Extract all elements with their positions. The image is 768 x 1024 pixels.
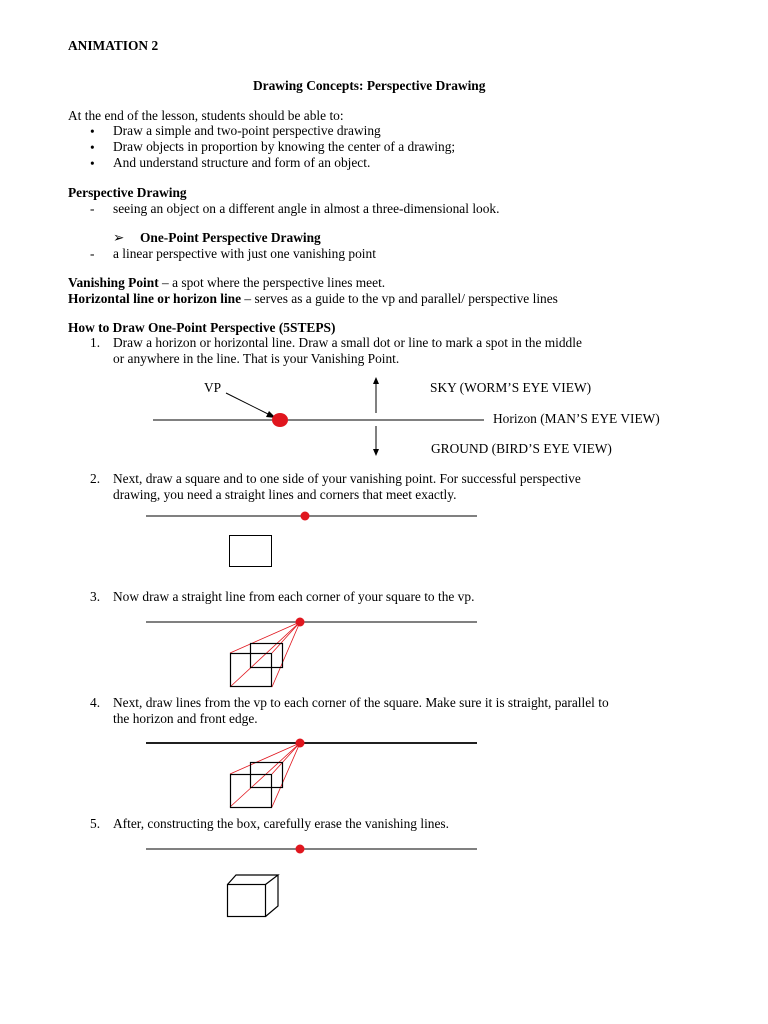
dash-marker: - — [90, 201, 95, 216]
step-number: 2. — [90, 471, 101, 486]
ground-label: GROUND (BIRD’S EYE VIEW) — [431, 441, 612, 456]
one-point-definition: a linear perspective with just one vanishing point — [113, 246, 376, 261]
horizon-term: Horizontal line or horizon line — [68, 291, 242, 306]
objective-item: Draw a simple and two-point perspective drawing — [113, 123, 381, 138]
course-header: ANIMATION 2 — [68, 38, 159, 53]
one-point-heading: One-Point Perspective Drawing — [140, 230, 321, 245]
finished-cube — [228, 875, 279, 917]
step-text: the horizon and front edge. — [113, 711, 258, 726]
vp-label: VP — [204, 380, 222, 395]
objectives-intro: At the end of the lesson, students should be able to: — [68, 108, 344, 123]
step-number: 4. — [90, 695, 101, 710]
step-number: 1. — [90, 335, 101, 350]
step-text: drawing, you need a straight lines and corners that meet exactly. — [113, 487, 457, 502]
objective-item: And understand structure and form of an object. — [113, 155, 371, 170]
arrow-right-icon: ➢ — [113, 230, 125, 245]
document-title: Drawing Concepts: Perspective Drawing — [253, 78, 486, 93]
horizon-text: – serves as a guide to the vp and parallel/ perspective lines — [241, 291, 558, 306]
bullet-dot-icon: • — [90, 140, 95, 155]
dash-marker: - — [90, 246, 95, 261]
objective-item: Draw objects in proportion by knowing the center of a drawing; — [113, 139, 456, 154]
horizon-label: Horizon (MAN’S EYE VIEW) — [493, 411, 660, 426]
vanishing-point-text: – a spot where the perspective lines meet. — [158, 275, 386, 290]
step-text: Next, draw lines from the vp to each corner of the square. Make sure it is straight, parallel to — [113, 695, 609, 710]
vanishing-point-dot — [296, 845, 305, 854]
step-text: After, constructing the box, carefully erase the vanishing lines. — [113, 816, 449, 831]
step-text: or anywhere in the line. That is your Vanishing Point. — [113, 351, 400, 366]
vanishing-point-term: Vanishing Point — [68, 275, 159, 290]
step-number: 3. — [90, 589, 101, 604]
step-number: 5. — [90, 816, 101, 831]
step-text: Next, draw a square and to one side of your vanishing point. For successful perspective — [113, 471, 581, 486]
step-text: Draw a horizon or horizontal line. Draw a small dot or line to mark a spot in the middle — [113, 335, 582, 350]
how-to-heading: How to Draw One-Point Perspective (5STEPS) — [68, 320, 336, 335]
bullet-dot-icon: • — [90, 124, 95, 139]
perspective-drawing-heading: Perspective Drawing — [68, 185, 187, 200]
step-text: Now draw a straight line from each corner of your square to the vp. — [113, 589, 475, 604]
perspective-drawing-definition: seeing an object on a different angle in almost a three-dimensional look. — [113, 201, 500, 216]
bullet-dot-icon: • — [90, 156, 95, 171]
sky-label: SKY (WORM’S EYE VIEW) — [430, 380, 592, 395]
